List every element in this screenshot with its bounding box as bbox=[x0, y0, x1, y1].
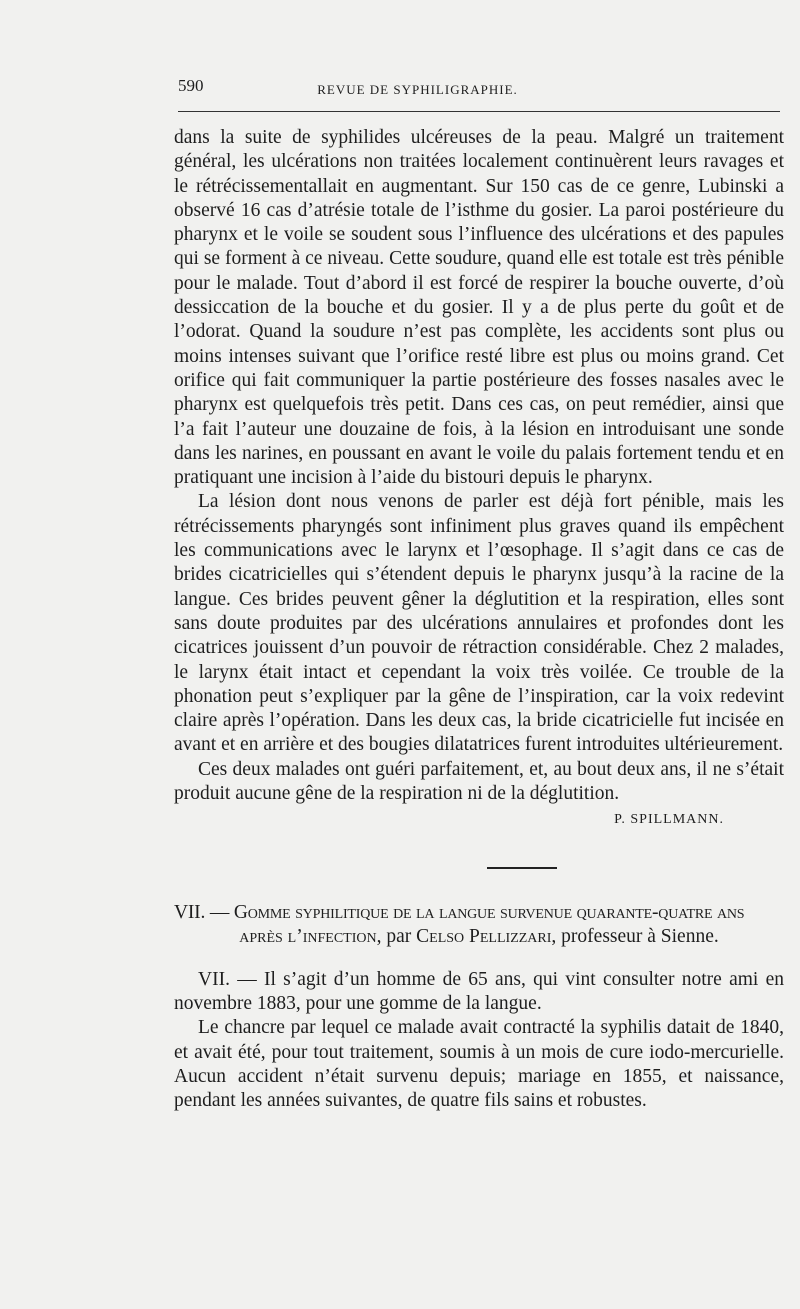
paragraph: La lésion dont nous venons de parler est déjà fort pénible, mais les rétrécissements pharyngés sont infiniment plus graves quand ils empêchent les communications avec le larynx et l’œsophage. Il s’agit dans ce cas de brides cicatricielles qui s’étendent depuis le pharynx jusqu’à la racine de la langue. Ces brides peuvent gêner la déglutition et la respiration, elles sont sans doute produites par des ulcérations annulaires et profondes dont les cicatrices jouissent d’un pouvoir de rétraction considérable. Chez 2 malades, le larynx était intact et cependant la voix très voilée. Ce trouble de la phonation peut s’expliquer par la gêne de l’inspiration, car la voix redevint claire après l’opération. Dans les deux cas, la bride cicatricielle fut incisée en avant et en arrière et des bougies dilatatrices furent introduites ultérieurement. bbox=[174, 491, 784, 756]
page-number: 590 bbox=[178, 76, 204, 95]
running-title: REVUE DE SYPHILIGRAPHIE. bbox=[317, 82, 518, 97]
section-dash: — bbox=[209, 901, 230, 923]
spacer bbox=[174, 950, 784, 968]
section-by: par bbox=[386, 926, 412, 948]
author-signature: P. SPILLMANN. bbox=[614, 812, 724, 828]
section-title-line-2: après l’infection, bbox=[239, 926, 382, 948]
section-paragraph: VII. — Il s’agit d’un homme de 65 ans, qui vint consulter notre ami en novembre 1883, pour une gomme de la langue. bbox=[174, 968, 784, 1014]
section-title-line-1: Gomme syphilitique de la langue survenue quarante-quatre ans bbox=[233, 901, 745, 923]
section-separator bbox=[487, 867, 557, 869]
section-author-role: , professeur à Sienne. bbox=[551, 926, 719, 948]
section-number: VII. bbox=[174, 901, 206, 923]
section-heading-line-1 bbox=[174, 901, 784, 926]
header-rule bbox=[178, 111, 780, 112]
section-paragraph: Le chancre par lequel ce malade avait contracté la syphilis datait de 1840, et avait été, pour tout traitement, soumis à un mois de cure iodo-mercurielle. Aucun accident n’était survenu depuis; mariage en 1855, et naissance, pendant les années suivantes, de quatre fils sains et robustes. bbox=[174, 1017, 784, 1112]
paragraph: Ces deux malades ont guéri parfaitement, et, au bout deux ans, il ne s’était produit aucune gêne de la respiration ni de la déglutition. bbox=[174, 758, 784, 805]
section-heading-line-2 bbox=[174, 925, 784, 950]
paragraph-continuation: dans la suite de syphilides ulcéreuses de la peau. Malgré un traitement général, les ulcérations non traitées localement continuèrent leurs ravages et le rétrécissementallait en augmentant. Sur 150 cas de ce genre, Lubinski a observé 16 cas d’atrésie totale de l’isthme du gosier. La paroi postérieure du pharynx et le voile se soudent sous l’influence des ulcérations et des papules qui se forment à ce niveau. Cette soudure, quand elle est totale est très pénible pour le malade. Tout d’abord il est forcé de respirer la bouche ouverte, d’où dessiccation de la bouche et du gosier. Il y a de plus perte du goût et de l’odorat. Quand la soudure n’est pas complète, les accidents sont plus ou moins intenses suivant que l’orifice resté libre est plus ou moins grand. Cet orifice qui fait communiquer la partie postérieure des fosses nasales avec le pharynx est quelquefois très petit. Dans ces cas, on peut remédier, ainsi que l’a fait l’auteur une douzaine de fois, à la lésion en introduisant une sonde dans les narines, en poussant en avant le voile du palais fortement tendu et en pratiquant une incision à l’aide du bistouri depuis le pharynx. bbox=[174, 127, 784, 489]
body-text bbox=[174, 126, 784, 1113]
section-author: Celso Pellizzari bbox=[416, 926, 552, 948]
section-heading bbox=[174, 901, 784, 950]
